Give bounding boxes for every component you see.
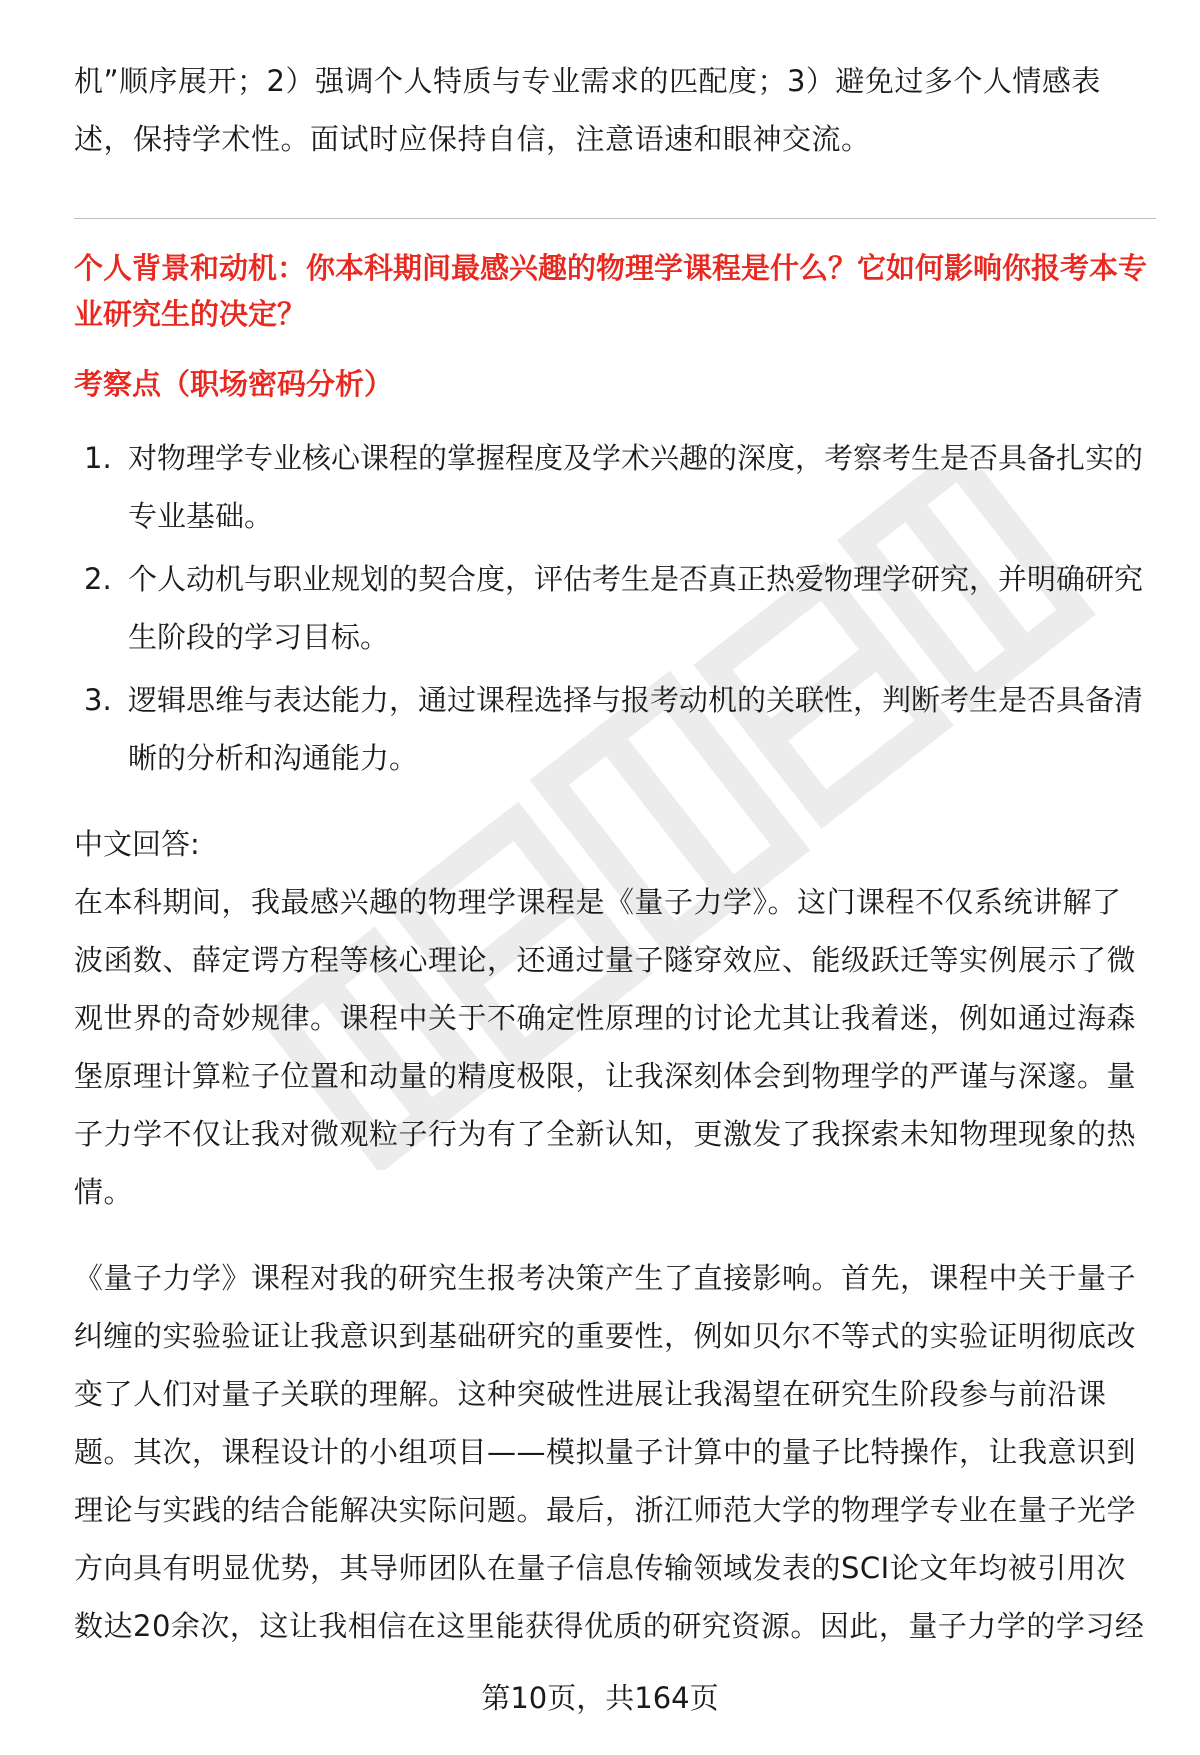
- list-item: [74, 429, 1149, 545]
- list-item: [74, 671, 1149, 787]
- answer-label: 中文回答:: [74, 827, 200, 861]
- answer-paragraph: 《量子力学》课程对我的研究生报考决策产生了直接影响。首先，课程中关于量子纠缠的实验验证让我意识到基础研究的重要性，例如贝尔不等式的实验证明彻底改变了人们对量子关联的理解。这种突破性进展让我渴望在研究生阶段参与前沿课题。其次，课程设计的小组项目——模拟量子计算中的量子比特操作，让我意识到理论与实践的结合能解决实际问题。最后，浙江师范大学的物理学专业在量子光学方向具有明显优势，其导师团队在量子信息传输领域发表的SCI论文年均被引用次数达20余次，这让我相信在这里能获得优质的研究资源。因此，量子力学的学习经: [74, 1261, 1145, 1643]
- document-content: [74, 52, 1149, 1655]
- analysis-title: 考察点（职场密码分析）: [74, 367, 394, 401]
- intro-paragraph: 机”顺序展开；2）强调个人特质与专业需求的匹配度；3）避免过多个人情感表述，保持学术性。面试时应保持自信，注意语速和眼神交流。: [74, 64, 1101, 156]
- list-item-text: 个人动机与职业规划的契合度，评估考生是否真正热爱物理学研究，并明确研究生阶段的学习目标。: [128, 562, 1144, 654]
- interview-question: 个人背景和动机：你本科期间最感兴趣的物理学课程是什么？它如何影响你报考本专业研究生的决定？: [74, 251, 1148, 331]
- analysis-points-list: [74, 429, 1149, 787]
- list-item: [74, 550, 1149, 666]
- list-item-number: 3.: [84, 683, 112, 717]
- answer-paragraph: 在本科期间，我最感兴趣的物理学课程是《量子力学》。这门课程不仅系统讲解了波函数、薛定谔方程等核心理论，还通过量子隧穿效应、能级跃迁等实例展示了微观世界的奇妙规律。课程中关于不确定性原理的讨论尤其让我着迷，例如通过海森堡原理计算粒子位置和动量的精度极限，让我深刻体会到物理学的严谨与深邃。量子力学不仅让我对微观粒子行为有了全新认知，更激发了我探索未知物理现象的热情。: [74, 885, 1137, 1209]
- page-number-footer: 第10页，共164页: [481, 1681, 719, 1715]
- list-item-text: 对物理学专业核心课程的掌握程度及学术兴趣的深度，考察考生是否具备扎实的专业基础。: [128, 441, 1144, 533]
- list-item-text: 逻辑思维与表达能力，通过课程选择与报考动机的关联性，判断考生是否具备清晰的分析和沟通能力。: [128, 683, 1144, 775]
- list-item-number: 1.: [84, 441, 112, 475]
- list-item-number: 2.: [84, 562, 112, 596]
- section-divider: [74, 218, 1156, 219]
